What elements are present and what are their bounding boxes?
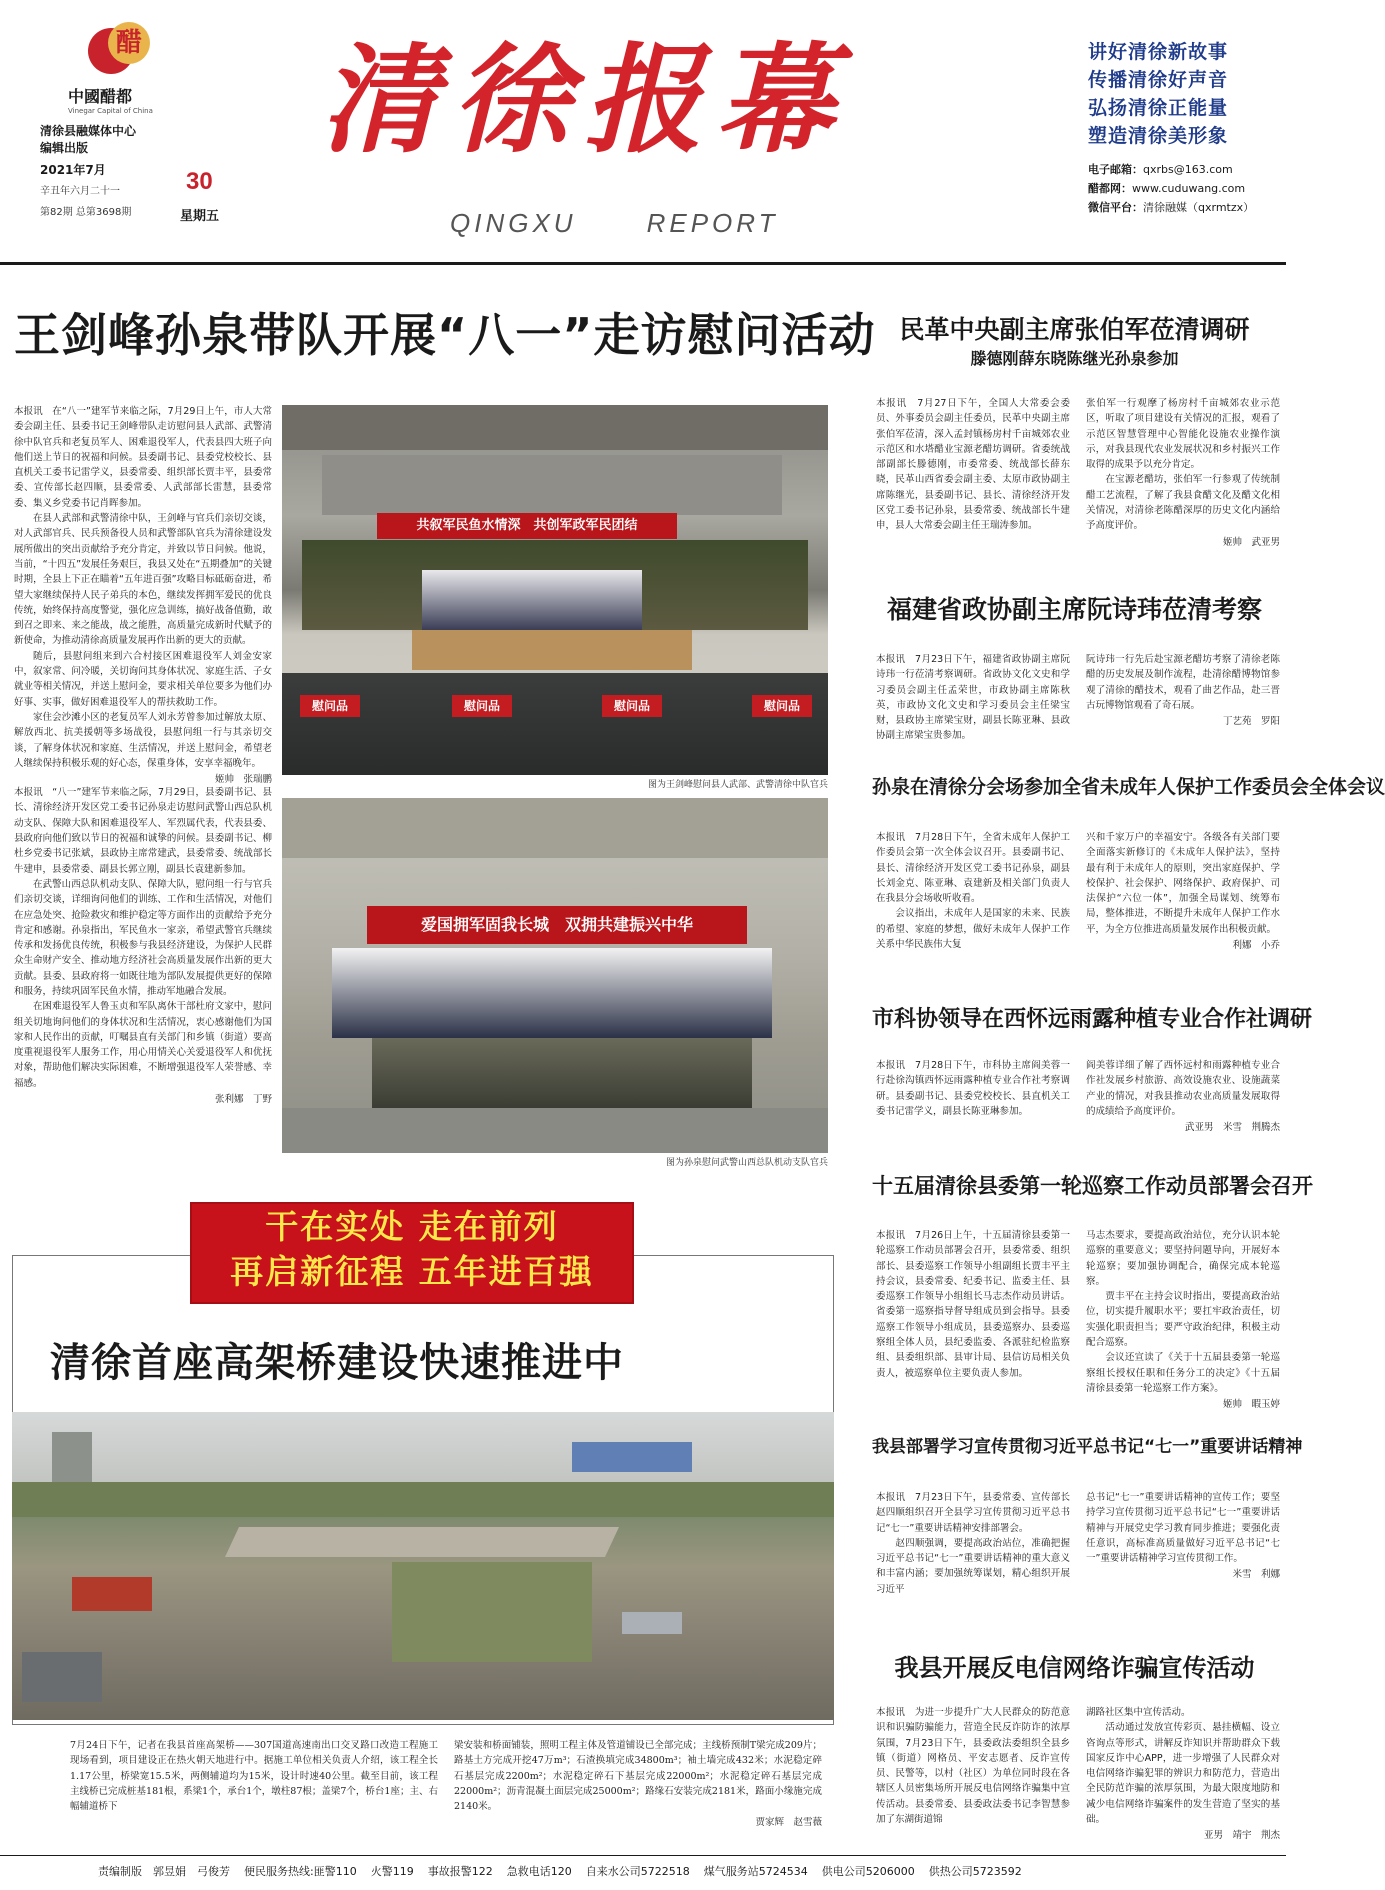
footer-hotline: 便民服务热线:匪警110	[244, 1864, 357, 1878]
footer-hotline: 事故报警122	[427, 1864, 493, 1878]
article-column: 本报讯 7月23日下午，县委常委、宣传部长赵四顺组织召开全县学习宣传贯彻习近平总书记“七一”重要讲话精神安排部署会。 赵四顺强调，要提高政治站位，准确把握习近平总书记“七一”重要讲话精神的重大意义和丰富内涵；要加强统筹谋划，精心组织开展习近平	[876, 1492, 1070, 1595]
article-headline: 孙泉在清徐分会场参加全省未成年人保护工作委员会全体会议	[872, 776, 1385, 798]
article-column: 湖路社区集中宣传活动。 活动通过发放宣传彩页、悬挂横幅、设立咨询点等形式，讲解反诈知识并帮助群众下载国家反诈中心APP，进一步增强了人民群众对电信网络诈骗犯罪的辨识力和防范力，营造出全民防范诈骗的浓厚氛围，为最大限度地防和减少电信网络诈骗案件的发生营造了坚实的基础。	[1086, 1707, 1280, 1826]
wechat-account: 清徐融媒（qxrmtzx）	[1143, 201, 1255, 214]
byline: 姬帅 武亚男	[1222, 536, 1280, 548]
banner: 爱国拥军固我长城 双拥共建振兴中华	[367, 906, 747, 944]
article-body	[876, 1705, 1280, 1841]
newspaper-title-en: QINGXU REPORT	[450, 208, 779, 238]
article-column: 张伯军一行观摩了杨房村千亩城郊农业示范区，听取了项目建设有关情况的汇报，观看了示范区智慧管理中心智能化设施农业操作演示，对我县现代农业发展状况和乡村振兴工作取得的成果予以充分肯定。 在宝源老醋坊，张伯军一行参观了传统制醋工艺流程，了解了我县食醋文化及醋文化相关情况，对清徐老陈醋深厚的历史文化内涵给予高度评价。	[1086, 398, 1280, 532]
article-column: 7月24日下午，记者在我县首座高架桥——307国道高速南出口交叉路口改造工程施工现场看到，项目建设正在热火朝天地进行中。据施工单位相关负责人介绍，该工程全长1.17公里，桥梁宽15.5米，两侧辅道均为15米，设计时速40公里。截至目前，该工程主线桥已完成桩基181根，系梁1个，承台1个，墩柱87根；盖梁7个，桥台1座；主、右幅辅道桥下	[70, 1740, 438, 1813]
footer-editors: 责编制版 郭昱娟 弓俊芳	[98, 1864, 230, 1878]
email-link[interactable]: qxrbs@163.com	[1143, 163, 1233, 176]
article-column: 阎美蓉详细了解了西怀远村和雨露种植专业合作社发展乡村旅游、高效设施农业、设施蔬菜产业的情况，对我县推动农业高质量发展取得的成绩给予高度评价。	[1086, 1060, 1280, 1117]
article-body	[876, 396, 1280, 548]
slogan-line: 弘扬清徐正能量	[1088, 97, 1229, 119]
paragraph: 家住会沙滩小区的老复员军人刘永芳曾参加过解放太原、解放西北、抗美援朝等多场战役，县慰问组一行与其亲切交谈，了解身体状况和家庭、生活情况，并送上慰问金，希望老人继续保持积极乐观的好心态，保重身体，安享幸福晚年。	[14, 711, 272, 769]
article-headline: 市科协领导在西怀远雨露种植专业合作社调研	[872, 1007, 1313, 1032]
lunar-date: 辛丑年六月二十一	[40, 186, 120, 197]
slogan-line: 塑造清徐美形象	[1088, 125, 1229, 147]
footer-hotline: 煤气服务站5724534	[703, 1864, 808, 1878]
slogan-line: 传播清徐好声音	[1088, 69, 1229, 91]
footer-hotline: 火警119	[370, 1864, 414, 1878]
vinegar-capital-seal-icon: 醋	[80, 24, 150, 82]
masthead	[0, 0, 1286, 265]
masthead-slogans	[1088, 38, 1278, 150]
article-column: 阮诗玮一行先后赴宝源老醋坊考察了清徐老陈醋的历史发展及制作流程，赴清徐醋博物馆参观了清徐的醋技术，观看了曲艺作品，赴三晋古玩博物馆观看了奇石展。	[1086, 654, 1280, 711]
photo-caption: 图为王剑峰慰问县人武部、武警清徐中队官兵	[647, 780, 828, 790]
photo-visit-armed-police	[282, 405, 828, 775]
publisher: 清徐县融媒体中心 编辑出版	[40, 124, 137, 155]
byline: 亚男 靖宇 荆杰	[1203, 1830, 1280, 1842]
article-column: 马志杰要求，要提高政治站位，充分认识本轮巡察的重要意义；要坚持问题导向，开展好本轮巡察；要加强协调配合，确保完成本轮巡察。 贾丰平在主持会议时指出，要提高政治站位，切实提升履职水平；要扛牢政治责任，切实强化职责担当；要严守政治纪律，积极主动配合巡察。 会议还宣读了《关于十五届县委第一轮巡察组长授权任职和任务分工的决定》《十五届清徐县委第一轮巡察工作方案》。	[1086, 1230, 1280, 1394]
issue-number: 第82期 总第3698期	[40, 207, 132, 218]
article-column: 本报讯 7月26日上午，十五届清徐县委第一轮巡察工作动员部署会召开，县委常委、组织部长、县委巡察工作领导小组副组长贾丰平主持会议，县委常委、纪委书记、监委主任、县委巡察工作领导小组组长马志杰作动员讲话。省委第一巡察指导督导组成员到会指导。县委巡察工作领导小组成员，县委巡察办、县委巡察组全体人员，县纪委监委、各派驻纪检监察组、县委组织部、县审计局、县信访局相关负责人，被巡察单位主要负责人参加。	[876, 1230, 1070, 1379]
footer-hotline: 供热公司5723592	[928, 1864, 1022, 1878]
city-logo-block	[40, 24, 190, 218]
footer-hotline: 供电公司5206000	[821, 1864, 915, 1878]
article-headline: 我县部署学习宣传贯彻习近平总书记“七一”重要讲话精神	[872, 1437, 1303, 1457]
article-column: 本报讯 7月27日下午，全国人大常委会委员、外事委员会副主任委员，民革中央副主席张伯军莅清，深入孟封镇杨房村千亩城郊农业示范区和水塔醋业宝源老醋坊调研。省委统战部副部长滕德刚，市委常委、统战部长薛东晓，民革山西省委会副主委、太原市政协副主席陈继光，县委副书记、县长、清徐经济开发区党工委书记孙泉，县委常委、统战部长牛建申，县人大常委会副主任王瑞涛参加。	[876, 398, 1070, 532]
paragraph: 在武警山西总队机动支队、保障大队，慰问组一行与官兵们亲切交谈，详细询问他们的训练、工作和生活情况，对他们在应急处突、抢险救灾和维护稳定等方面作出的贡献给予充分肯定和感谢。孙泉指出，军民鱼水一家亲，希望武警官兵继续传承和发扬优良传统，积极参与我县经济建设，为保护人民群众生命财产安全、推动地方经济社会高质量发展作出新的更大贡献。县委、县政府将一如既往地为部队发展提供更好的保障和服务，持续巩固军民鱼水情，推动军地融合发展。	[14, 878, 272, 997]
city-subtitle: Vinegar Capital of China	[68, 107, 153, 115]
lead-headline: 王剑峰孙泉带队开展“八一”走访慰问活动	[14, 308, 876, 362]
photo-visit-mobile-detachment	[282, 798, 828, 1153]
city-name: 中國醋都	[68, 87, 133, 106]
article-column: 梁安装和桥面铺装，照明工程主体及管道铺设已全部完成；主线桥预制T梁完成209片；路基土方完成开挖47万m³；石渣换填完成34800m³；袖土墙完成432米；水泥稳定碎石基层完成2200m²；水泥稳定碎石下基层完成22000m²；水泥稳定碎石基层完成22000m²；沥青混凝土面层完成25000m²；路缘石安装完成2181米，路面小缘施完成2140米。	[454, 1740, 822, 1813]
gift-sign: 慰问品	[752, 695, 812, 717]
article-body	[876, 652, 1280, 744]
footer-bar	[0, 1855, 1286, 1885]
article-headline: 福建省政协副主席阮诗玮莅清考察	[886, 595, 1262, 624]
photo-caption: 图为孙泉慰问武警山西总队机动支队官兵	[665, 1158, 828, 1168]
issue-date: 2021年7月	[40, 163, 106, 177]
feature-article-body	[70, 1738, 822, 1828]
gift-sign: 慰问品	[602, 695, 662, 717]
article-subheadline: 滕德刚薛东晓陈继光孙泉参加	[970, 349, 1179, 368]
paragraph: 本报讯 “八一”建军节来临之际，7月29日，县委副书记、县长、清徐经济开发区党工委书记孙泉走访慰问武警山西总队机动支队、保障大队和困难退役军人、军烈属代表，代表县委、县政府向他们致以节日的祝福和诚挚的问候。县委副书记、柳杜乡党委书记张斌，县政协主席常建武，县委常委、统战部长牛建申，县委常委、副县长郭立刚，副县长袁建新参加。	[14, 787, 272, 875]
byline: 姬帅 张瑞鹏	[214, 774, 272, 786]
photo-viaduct-construction	[12, 1412, 834, 1720]
gift-sign: 慰问品	[452, 695, 512, 717]
byline: 武亚男 米雪 荆腾杰	[1184, 1122, 1280, 1134]
article-body	[876, 1490, 1280, 1597]
contact-info: 电子邮箱：qxrbs@163.com 醋都网：www.cuduwang.com 微信平台：清徐融媒（qxrmtzx）	[1088, 163, 1255, 214]
article-column: 本报讯 7月23日下午，福建省政协副主席阮诗玮一行莅清考察调研。省政协文化文史和学习委员会副主任孟荣世，市政协副主席陈秋英，市政协文化文史和学习委员会主任梁宝财，县政协主席梁宝财，副县长陈亚琳、县政协副主席梁宝贵参加。	[876, 654, 1070, 742]
lead-article-text	[14, 404, 272, 1105]
article-column: 本报讯 7月28日下午，全省未成年人保护工作委员会第一次全体会议召开。县委副书记、县长、清徐经济开发区党工委书记孙泉，副县长刘金克、陈亚琳、袁建新及相关部门负责人在我县分会场收听收看。 会议指出，未成年人是国家的未来、民族的希望、家庭的梦想，做好未成年人保护工作关系中华民族伟大复	[876, 832, 1070, 951]
article-body	[876, 1058, 1280, 1133]
article-column: 本报讯 7月28日下午，市科协主席阎美蓉一行赴徐沟镇西怀远雨露种植专业合作社考察调研。县委副书记、县委党校校长、县直机关工委书记雷学义，副县长陈亚琳参加。	[876, 1060, 1070, 1117]
day-number: 30	[186, 168, 213, 195]
byline: 丁艺苑 罗阳	[1222, 716, 1280, 728]
newspaper-title: 清徐报幕	[320, 30, 849, 169]
article-column: 本报讯 为进一步提升广大人民群众的防范意识和识骗防骗能力，营造全民反诈防诈的浓厚氛围，7月23日下午，县委政法委组织全县乡镇（街道）网格员、平安志愿者、反诈宣传员、民警等，以村（社区）为单位同时段在各辖区人员密集场所开展反电信网络诈骗集中宣传活动。县委常委、县委政法委书记李智慧参加了东湖街道锦	[876, 1707, 1070, 1826]
weekday: 星期五	[180, 209, 220, 224]
campaign-slogan-banner	[190, 1202, 634, 1304]
slogan-line: 再启新征程 五年进百强	[230, 1252, 594, 1291]
feature-headline: 清徐首座高架桥建设快速推进中	[50, 1340, 624, 1386]
byline: 张利娜 丁野	[214, 1094, 272, 1106]
byline: 姬帅 暇玉婷	[1222, 1399, 1280, 1411]
article-column: 兴和千家万户的幸福安宁。各级各有关部门要全面落实新修订的《未成年人保护法》，坚持最有利于未成年人的原则，突出家庭保护、学校保护、社会保护、网络保护、政府保护、司法保护“六位一体”，加强全局谋划、统筹布局，整体推进，不断提升未成年人保护工作水平，为全方位推进高质量发展作出积极贡献。	[1086, 832, 1280, 935]
banner: 共叙军民鱼水情深 共创军政军民团结	[377, 513, 677, 539]
website-link[interactable]: www.cuduwang.com	[1132, 182, 1246, 195]
slogan-line: 干在实处 走在前列	[265, 1207, 559, 1246]
slogan-line: 讲好清徐新故事	[1088, 41, 1229, 63]
article-column: 总书记“七一”重要讲话精神的宣传工作；要坚持学习宣传贯彻习近平总书记“七一”重要讲话精神与开展党史学习教育同步推进；要强化责任意识，高标准高质量做好习近平总书记“七一”重要讲话精神学习宣传贯彻工作。	[1086, 1492, 1280, 1565]
article-body	[876, 830, 1280, 952]
footer-hotline: 自来水公司5722518	[585, 1864, 690, 1878]
byline: 利娜 小乔	[1232, 940, 1280, 952]
article-headline: 我县开展反电信网络诈骗宣传活动	[894, 1654, 1255, 1682]
article-headline: 民革中央副主席张伯军莅清调研	[899, 315, 1250, 344]
byline: 米雪 利娜	[1232, 1569, 1280, 1581]
paragraph: 本报讯 在“八一”建军节来临之际，7月29日上午，市人大常委会副主任、县委书记王剑峰带队走访慰问县人武部、武警清徐中队官兵和老复员军人、困难退役军人，代表县四大班子向他们送上节日的祝福和问候。县委副书记、县委党校校长、县直机关工委书记雷学义，县委常委、组织部长贾丰平，县委常委、宣传部长赵四顺，县委常委、人武部部长雷慧，县委常委、集义乡党委书记肖晖参加。	[14, 406, 272, 509]
paragraph: 在县人武部和武警清徐中队，王剑峰与官兵们亲切交谈，对人武部官兵、民兵预备役人员和武警部队官兵为清徐建设发展所做出的突出贡献给予充分肯定，并致以节日问候。他说，当前，“十四五”发展任务艰巨，我县又处在“五期叠加”的关键时期，全县上下正在瞄着“五年进百强”攻略目标砥砺奋进，希望大家继续保持人民子弟兵的本色，继续发挥拥军爱民的优良传统，始终保持高度警觉，强化应急训练，搞好战备值勤，敢到召之即来、来之能战，战之能胜，高质量完成新时代赋予的新使命，为推动清徐高质量发展再作出新的更大的贡献。	[14, 513, 272, 647]
footer-hotline: 急救电话120	[506, 1864, 572, 1878]
article-body	[876, 1228, 1280, 1410]
article-headline: 十五届清徐县委第一轮巡察工作动员部署会召开	[872, 1174, 1313, 1198]
paragraph: 随后，县慰问组来到六合村接区困难退役军人刘金安家中，叙家常、问冷暖，关切询问其身体状况、家庭生活、子女就业等相关情况，并送上慰问金，要求相关单位要多为他们办好事、实事，做好困难退役军人的帮扶救助工作。	[14, 650, 272, 708]
byline: 贾家辉 赵雪薇	[755, 1817, 822, 1829]
paragraph: 在困难退役军人鲁玉贞和军队离休干部杜府文家中，慰问组关切地询问他们的身体状况和生活情况，衷心感谢他们为国家和人民作出的贡献，叮嘱县直有关部门和乡镇（街道）要高度重视退役军人服务工作，用心用情关心关爱退役军人和优抚对象，帮助他们解决实际困难，不断增强退役军人荣誉感、幸福感。	[14, 1001, 272, 1089]
gift-sign: 慰问品	[300, 695, 360, 717]
